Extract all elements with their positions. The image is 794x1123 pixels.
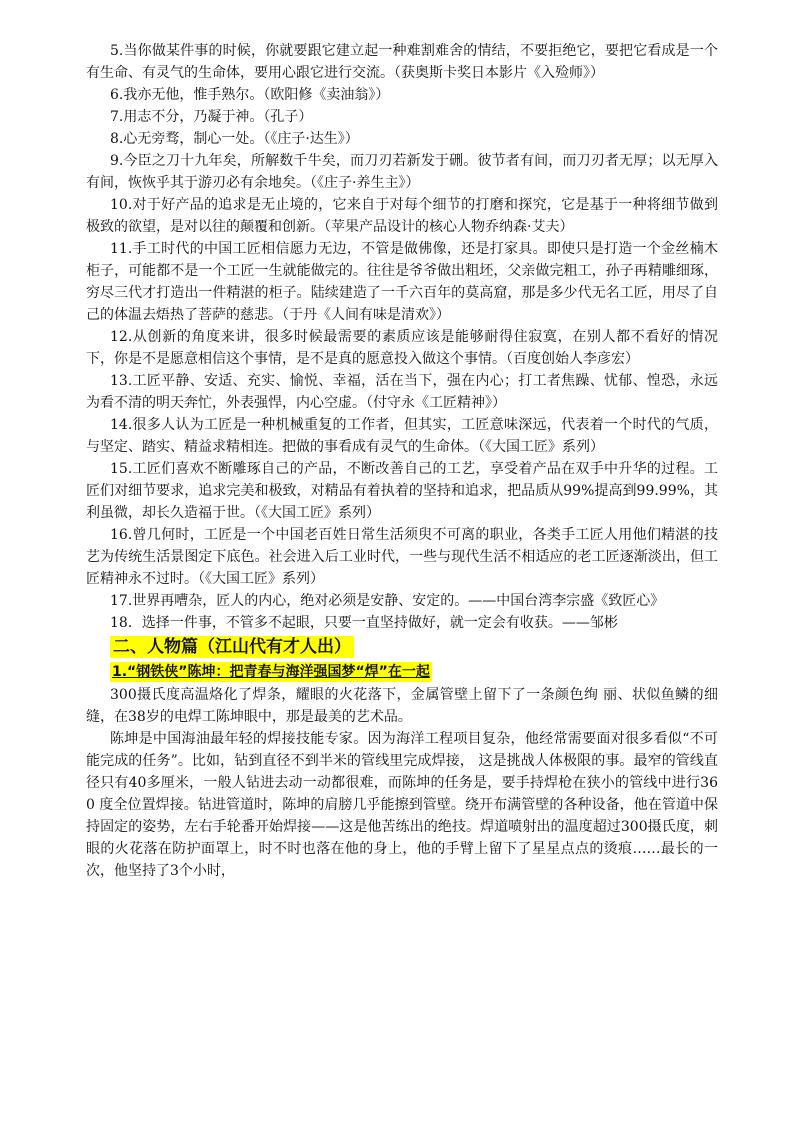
body-paragraph-2: 陈坤是中国海油最年轻的焊接技能专家。因为海洋工程项目复杂，他经常需要面对很多看似“不可能完成的任务”。比如，钻到直径不到半米的管线里完成焊接， 这是挑战人体极限的事。最窄的管线直径只有40多厘米，一般人钻进去动一动都很难，而陈坤的任务是，要手持焊枪在狭小的管线中进行360 度全位置焊接。钻进管道时，陈坤的肩膀几乎能擦到管壁。绕开布满管壁的各种设备，他在管道中保持固定的姿势，左右手轮番开始焊接——这是他苦练出的绝技。焊道喷射出的温度超过300摄氏度，刺眼的火花落在防护面罩上，时不时也落在他的身上，他的手臂上留下了星星点点的烫痕……最长的一次，他坚持了3个小时， [86,731,718,879]
quote-15: 15.工匠们喜欢不断雕琢自己的产品，不断改善自己的工艺，享受着产品在双手中升华的过程。工匠们对细节要求，追求完美和极致，对精品有着执着的坚持和追求，把品质从99%提高到99.99%，其利虽微，却长久造福于世。（《大国工匠》系列） [86,461,718,521]
person-subheading: 1.“钢铁侠”陈坤：把青春与海洋强国梦“焊”在一起 [112,664,430,680]
quote-12: 12.从创新的角度来讲，很多时候最需要的素质应该是能够耐得住寂寞，在别人都不看好的情况下，你是不是愿意相信这个事情，是不是真的愿意投入做这个事情。（百度创始人李彦宏） [86,329,718,367]
section-heading: 二、人物篇（江山代有才人出） [110,636,354,658]
quote-5: 5.当你做某件事的时候，你就要跟它建立起一种难割难舍的情结，不要拒绝它，要把它看成是一个有生命、有灵气的生命体，要用心跟它进行交流。（获奥斯卡奖日本影片《入殓师》） [86,43,718,81]
quote-13: 13.工匠平静、安适、充实、愉悦、幸福，活在当下，强在内心；打工者焦躁、忧郁、惶恐，永远为看不清的明天奔忙，外表强悍，内心空虚。（付守永《工匠精神》） [86,373,718,411]
document-body [86,40,718,882]
quote-11: 11.手工时代的中国工匠相信愿力无边，不管是做佛像，还是打家具。即使只是打造一个金丝楠木柜子，可能都不是一个工匠一生就能做完的。往往是爷爷做出粗坯，父亲做完粗工，孙子再精雕细琢，穷尽三代才打造出一件精湛的柜子。陆续建造了一千六百年的莫高窟，那是多少代无名工匠，用尽了自己的体温去焐热了菩萨的慈悲。（于丹《人间有味是清欢》） [86,241,718,323]
quote-7: 7.用志不分，乃凝于神。（孔子） [110,109,313,125]
quote-6: 6.我亦无他，惟手熟尔。（欧阳修《卖油翁》） [110,87,390,103]
quote-16: 16.曾几何时，工匠是一个中国老百姓日常生活须臾不可离的职业，各类手工匠人用他们精湛的技艺为传统生活景图定下底色。社会进入后工业时代，一些与现代生活不相适应的老工匠逐渐淡出，但工匠精神永不过时。（《大国工匠》系列） [86,527,718,587]
quote-18: 18．选择一件事，不管多不起眼，只要一直坚持做好，就一定会有收获。——邹彬 [110,615,618,631]
quote-9: 9.今臣之刀十九年矣，所解数千牛矣，而刀刃若新发于硎。彼节者有间，而刀刃者无厚；以无厚入有间，恢恢乎其于游刃必有余地矣。（《庄子·养生主》） [86,153,718,191]
quote-14: 14.很多人认为工匠是一种机械重复的工作者，但其实，工匠意味深远，代表着一个时代的气质，与坚定、踏实、精益求精相连。把做的事看成有灵气的生命体。（《大国工匠》系列） [86,417,718,455]
quote-10: 10.对于好产品的追求是无止境的，它来自于对每个细节的打磨和探究，它是基于一种将细节做到极致的欲望，是对以往的颠覆和创新。（苹果产品设计的核心人物乔纳森·艾夫） [86,197,718,235]
quote-17: 17.世界再嘈杂，匠人的内心，绝对必须是安静、安定的。——中国台湾李宗盛《致匠心》 [110,593,665,609]
quote-8: 8.心无旁骛，制心一处。（《庄子·达生》） [110,131,359,147]
body-paragraph-1: 300摄氏度高温烙化了焊条，耀眼的火花落下，金属管壁上留下了一条颜色绚 丽、状似鱼鳞的细缝，在38岁的电焊工陈坤眼中，那是最美的艺术品。 [86,687,718,725]
